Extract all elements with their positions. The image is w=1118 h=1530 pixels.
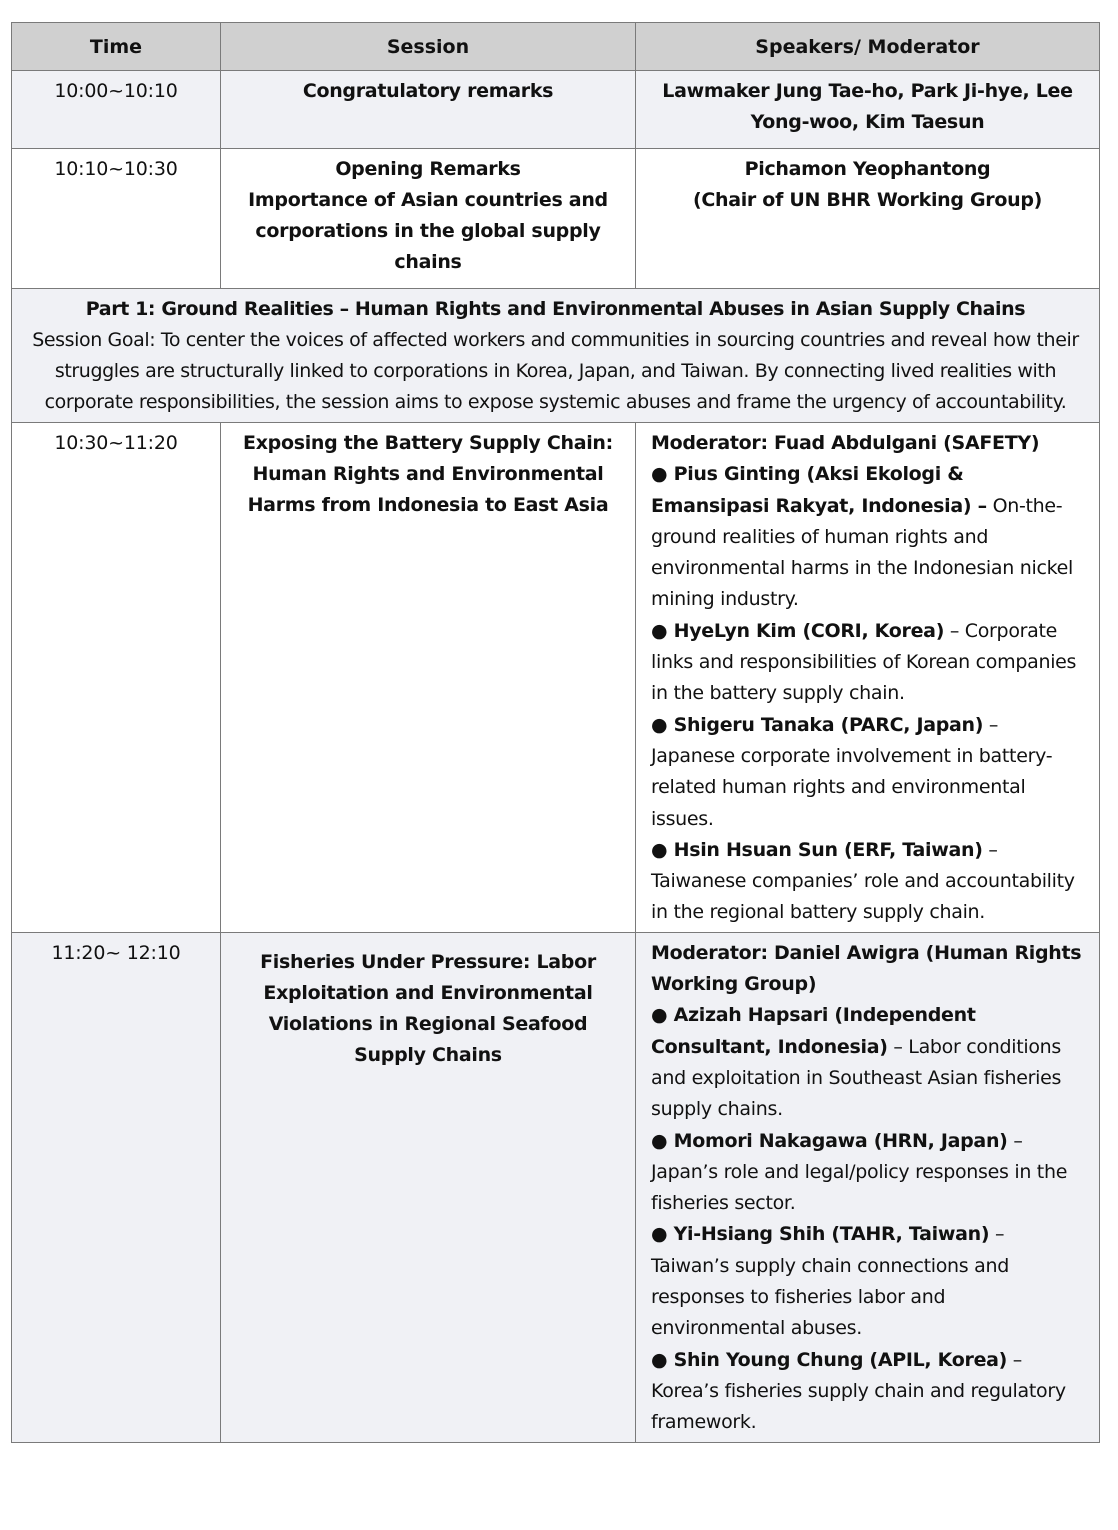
header-time: Time	[12, 23, 221, 71]
speaker-names: Lawmaker Jung Tae-ho, Park Ji-hye, Lee Yong-woo, Kim Taesun	[662, 80, 1073, 133]
speakers-cell	[636, 71, 1100, 149]
session-goal: Session Goal: To center the voices of affected workers and communities in sourcing countries and reveal how their struggles are structurally linked to corporations in Korea, Japan, and Taiwan. By connecting lived realities with corporate responsibilities, the session aims to expose systemic abuses and frame the urgency of accountability.	[32, 329, 1079, 413]
speakers-cell	[636, 149, 1100, 289]
speakers-cell	[636, 423, 1100, 933]
header-speakers: Speakers/ Moderator	[636, 23, 1100, 71]
time-cell: 10:10~10:30	[12, 149, 221, 289]
part-cell	[12, 289, 1100, 423]
speaker-role: (Chair of UN BHR Working Group)	[692, 189, 1043, 211]
speaker-topic: – Taiwan’s supply chain connections and responses to fisheries labor and environmental abuses.	[651, 1223, 1009, 1340]
speaker-topic: On-the-ground realities of human rights and environmental harms in the Indonesian nickel mining industry.	[651, 494, 1073, 611]
session-cell	[221, 71, 636, 149]
part-header-row	[12, 289, 1100, 423]
session-subtitle: Importance of Asian countries and corporations in the global supply chains	[248, 189, 608, 273]
part-title: Part 1: Ground Realities – Human Rights and Environmental Abuses in Asian Supply Chains	[85, 298, 1026, 320]
header-session: Session	[221, 23, 636, 71]
moderator: Moderator: Fuad Abdulgani (SAFETY)	[651, 432, 1040, 454]
speaker-topic: – Korea’s fisheries supply chain and regulatory framework.	[651, 1348, 1066, 1434]
speaker-entry	[651, 1219, 1085, 1344]
speaker-topic: – Labor conditions and exploitation in Southeast Asian fisheries supply chains.	[651, 1035, 1062, 1121]
time-cell: 10:00~10:10	[12, 71, 221, 149]
speaker-topic: – Japan’s role and legal/policy responses in the fisheries sector.	[651, 1129, 1068, 1215]
time-cell: 10:30~11:20	[12, 423, 221, 933]
speaker-topic: – Corporate links and responsibilities of Korean companies in the battery supply chain.	[651, 619, 1077, 705]
speaker-name: ● Yi-Hsiang Shih (TAHR, Taiwan)	[651, 1223, 990, 1246]
table-row	[12, 932, 1100, 1442]
header-row	[12, 23, 1100, 71]
speakers-cell	[636, 932, 1100, 1442]
speaker-name: ● Pius Ginting (Aksi Ekologi & Emansipasi Rakyat, Indonesia) –	[651, 463, 987, 517]
speaker-name: ● Shigeru Tanaka (PARC, Japan)	[651, 713, 984, 736]
session-cell	[221, 149, 636, 289]
session-cell: Exposing the Battery Supply Chain: Human Rights and Environmental Harms from Indonesia to East Asia	[221, 423, 636, 933]
speaker-topic: – Taiwanese companies’ role and accountability in the regional battery supply chain.	[651, 838, 1075, 924]
speaker-entry	[651, 1000, 1085, 1125]
speaker-entry	[651, 459, 1085, 615]
speaker-entry	[651, 710, 1085, 835]
time-cell: 11:20~ 12:10	[12, 932, 221, 1442]
session-cell: Fisheries Under Pressure: Labor Exploitation and Environmental Violations in Regional Seafood Supply Chains	[221, 932, 636, 1442]
speaker-entry	[651, 1345, 1085, 1439]
agenda-table	[11, 22, 1100, 1443]
speaker-name: ● Hsin Hsuan Sun (ERF, Taiwan)	[651, 838, 983, 861]
speaker-name: Pichamon Yeophantong	[744, 158, 991, 180]
session-title: Congratulatory remarks	[302, 80, 554, 102]
speaker-name: ● Azizah Hapsari (Independent Consultant, Indonesia)	[651, 1004, 976, 1058]
speaker-entry	[651, 835, 1085, 929]
speaker-name: ● Momori Nakagawa (HRN, Japan)	[651, 1129, 1008, 1152]
speaker-topic: – Japanese corporate involvement in battery-related human rights and environmental issues.	[651, 713, 1053, 830]
table-row	[12, 423, 1100, 933]
speaker-name: ● HyeLyn Kim (CORI, Korea)	[651, 619, 945, 642]
table-row	[12, 149, 1100, 289]
speaker-entry	[651, 616, 1085, 710]
moderator: Moderator: Daniel Awigra (Human Rights Working Group)	[651, 941, 1082, 996]
speaker-name: ● Shin Young Chung (APIL, Korea)	[651, 1348, 1008, 1371]
session-title: Opening Remarks	[335, 158, 521, 180]
speaker-entry	[651, 1126, 1085, 1220]
table-row	[12, 71, 1100, 149]
